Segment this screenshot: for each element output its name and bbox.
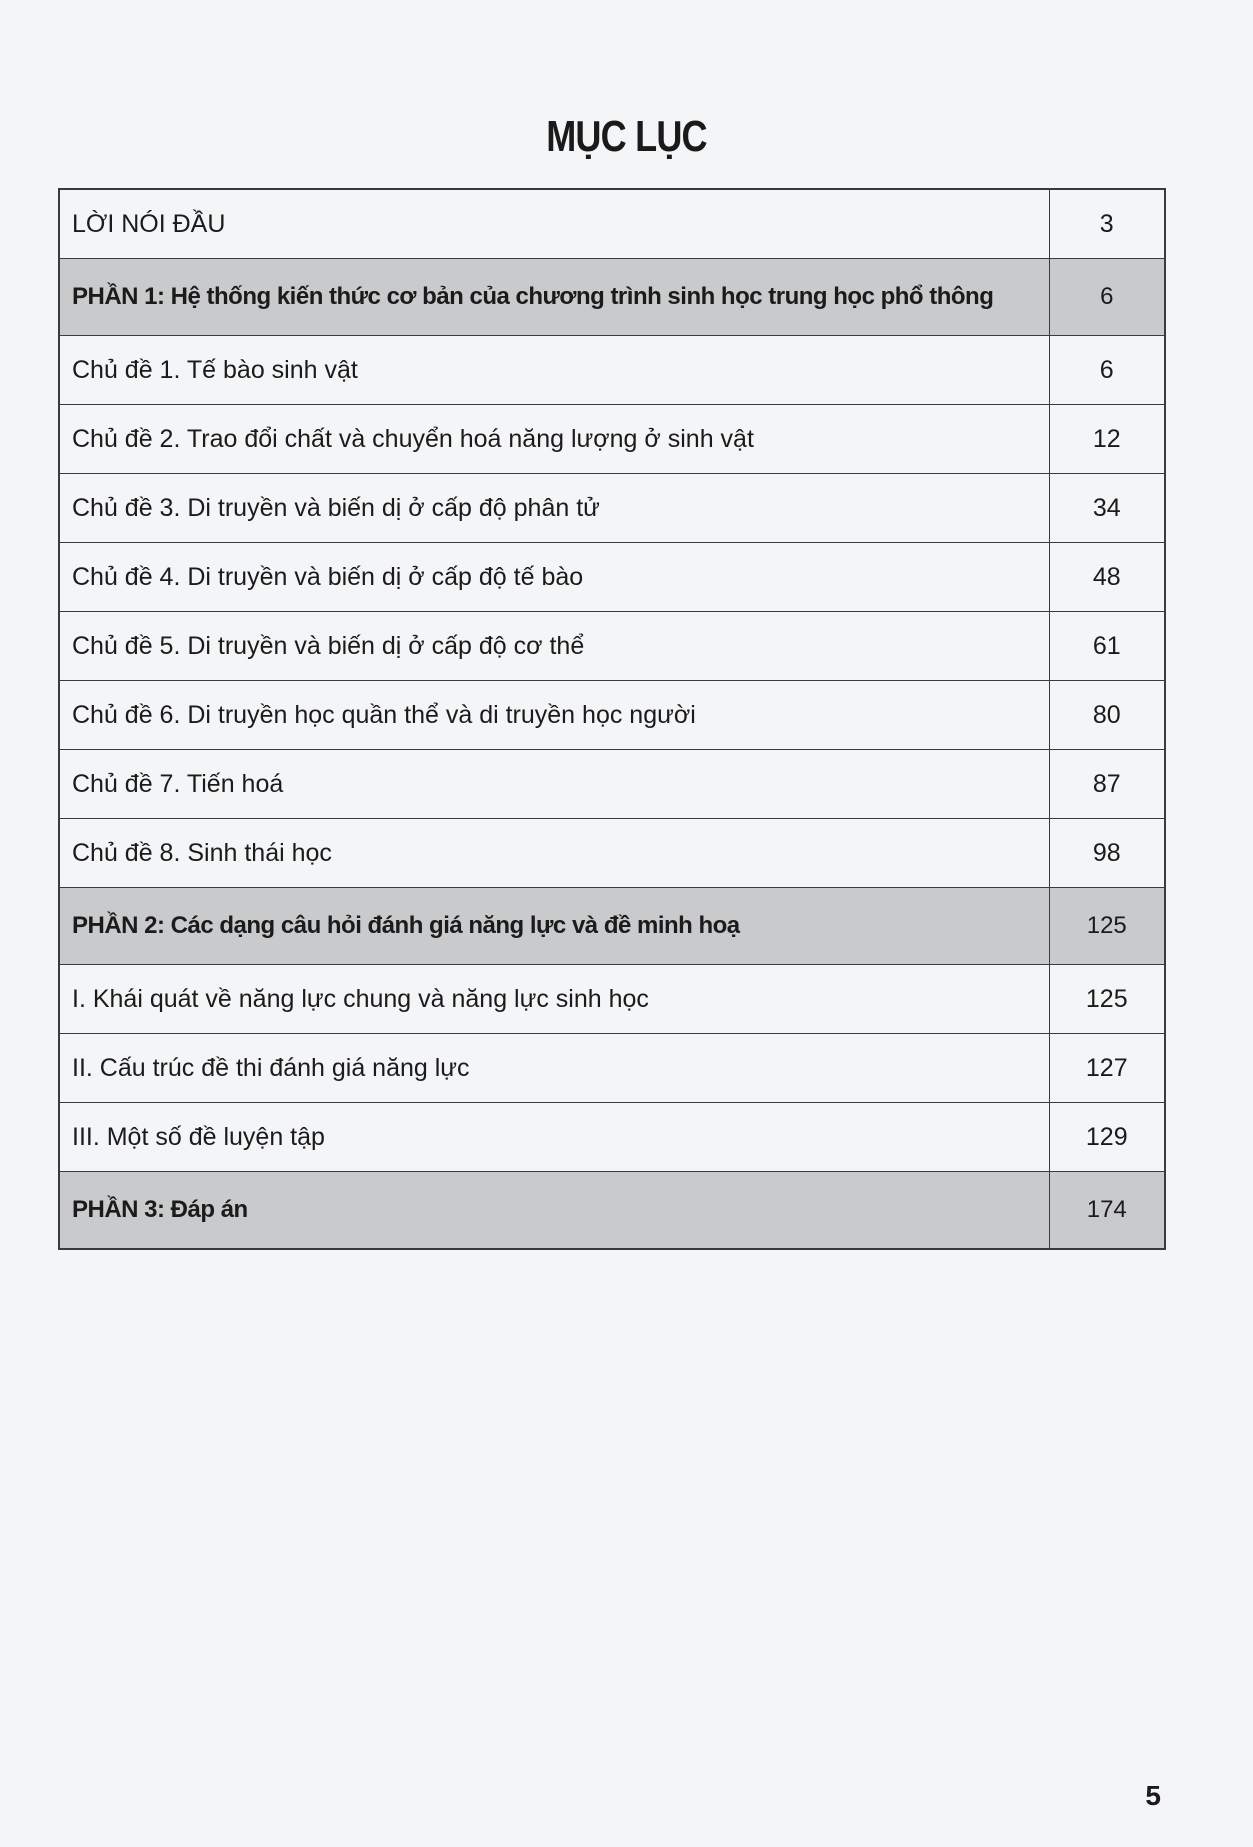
toc-entry-page: 61 [1049, 612, 1165, 681]
toc-entry-label: Chủ đề 6. Di truyền học quần thể và di truyền học người [59, 681, 1049, 750]
toc-entry-page: 3 [1049, 189, 1165, 259]
toc-row-topic-6[interactable] [59, 681, 1165, 750]
toc-row-topic-1[interactable] [59, 336, 1165, 405]
toc-entry-label: Chủ đề 8. Sinh thái học [59, 819, 1049, 888]
toc-row-preface[interactable] [59, 189, 1165, 259]
toc-row-section-3[interactable] [59, 1103, 1165, 1172]
toc-entry-label: I. Khái quát về năng lực chung và năng lực sinh học [59, 965, 1049, 1034]
toc-part-page: 125 [1049, 888, 1165, 965]
toc-part-label: PHẦN 3: Đáp án [59, 1172, 1049, 1250]
toc-entry-page: 34 [1049, 474, 1165, 543]
toc-entry-label: Chủ đề 1. Tế bào sinh vật [59, 336, 1049, 405]
toc-entry-page: 125 [1049, 965, 1165, 1034]
table-of-contents [58, 188, 1166, 1250]
toc-entry-label: Chủ đề 3. Di truyền và biến dị ở cấp độ phân tử [59, 474, 1049, 543]
page-number: 5 [1145, 1780, 1161, 1811]
toc-entry-label: Chủ đề 4. Di truyền và biến dị ở cấp độ tế bào [59, 543, 1049, 612]
toc-entry-label: LỜI NÓI ĐẦU [59, 189, 1049, 259]
toc-row-topic-8[interactable] [59, 819, 1165, 888]
toc-row-topic-5[interactable] [59, 612, 1165, 681]
toc-entry-page: 129 [1049, 1103, 1165, 1172]
toc-row-section-1[interactable] [59, 965, 1165, 1034]
toc-part-3[interactable] [59, 1172, 1165, 1250]
toc-part-2[interactable] [59, 888, 1165, 965]
toc-part-label: PHẦN 1: Hệ thống kiến thức cơ bản của chương trình sinh học trung học phổ thông [59, 259, 1049, 336]
page-title: MỤC LỤC [546, 112, 707, 161]
toc-entry-page: 6 [1049, 336, 1165, 405]
toc-entry-label: Chủ đề 2. Trao đổi chất và chuyển hoá năng lượng ở sinh vật [59, 405, 1049, 474]
toc-row-section-2[interactable] [59, 1034, 1165, 1103]
toc-entry-page: 98 [1049, 819, 1165, 888]
toc-part-1[interactable] [59, 259, 1165, 336]
toc-part-label: PHẦN 2: Các dạng câu hỏi đánh giá năng lực và đề minh hoạ [59, 888, 1049, 965]
toc-entry-label: III. Một số đề luyện tập [59, 1103, 1049, 1172]
toc-entry-page: 12 [1049, 405, 1165, 474]
toc-entry-page: 87 [1049, 750, 1165, 819]
toc-entry-label: Chủ đề 5. Di truyền và biến dị ở cấp độ cơ thể [59, 612, 1049, 681]
toc-entry-label: Chủ đề 7. Tiến hoá [59, 750, 1049, 819]
toc-part-page: 6 [1049, 259, 1165, 336]
toc-row-topic-7[interactable] [59, 750, 1165, 819]
toc-entry-label: II. Cấu trúc đề thi đánh giá năng lực [59, 1034, 1049, 1103]
toc-part-page: 174 [1049, 1172, 1165, 1250]
toc-row-topic-2[interactable] [59, 405, 1165, 474]
toc-entry-page: 80 [1049, 681, 1165, 750]
toc-entry-page: 48 [1049, 543, 1165, 612]
toc-row-topic-3[interactable] [59, 474, 1165, 543]
toc-row-topic-4[interactable] [59, 543, 1165, 612]
toc-entry-page: 127 [1049, 1034, 1165, 1103]
